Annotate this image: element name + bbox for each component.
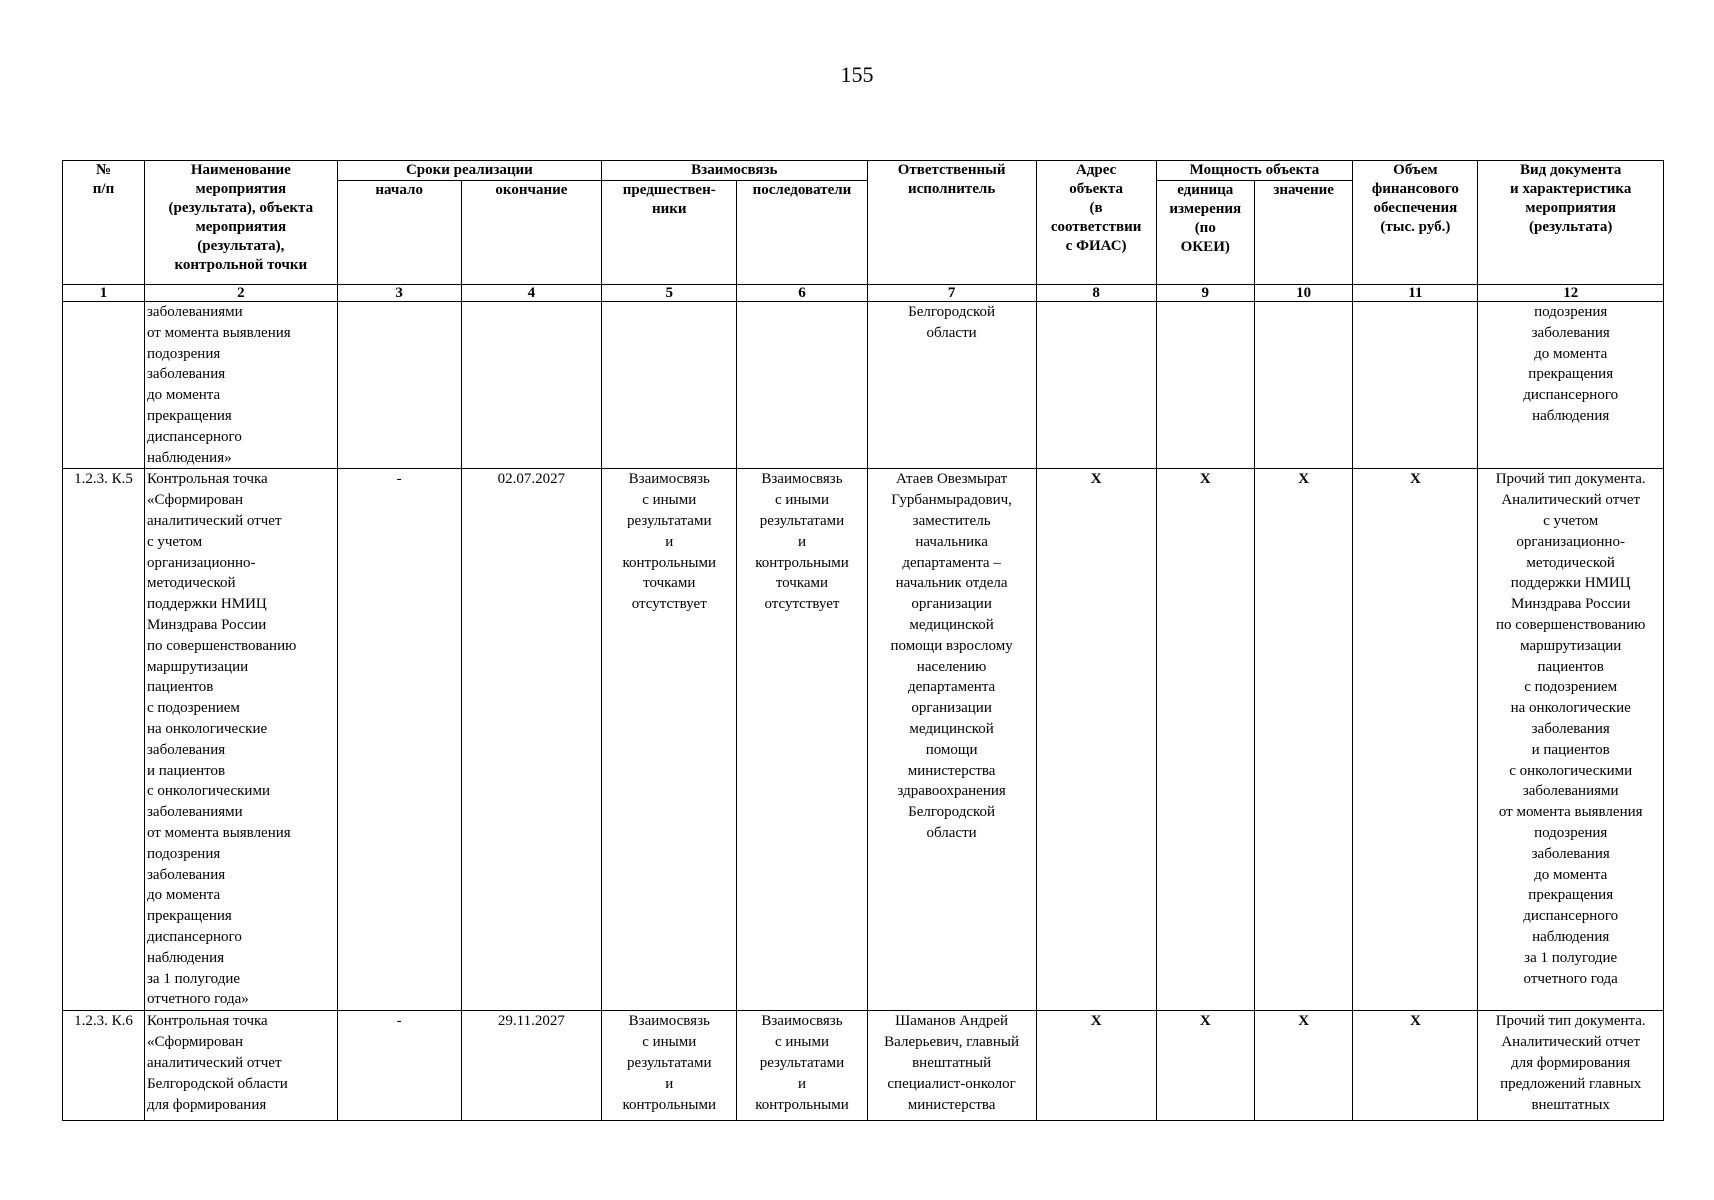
text-line: заболевания (146, 866, 226, 883)
column-number: 7 (867, 285, 1036, 302)
text-line: заместитель (912, 512, 991, 529)
text-line: департамента (907, 679, 996, 696)
text-line: с учетом (146, 533, 203, 550)
text-line: обеспечения (1373, 200, 1458, 216)
text-line: организации (911, 700, 992, 717)
text-line: подозрения (146, 345, 221, 362)
text-line: начальника (915, 533, 988, 550)
header-term-end: окончание (461, 181, 601, 285)
text-line: специалист-онколог (887, 1075, 1016, 1092)
column-number: 10 (1254, 285, 1352, 302)
text-line: пациентов (146, 679, 214, 696)
text-line: исполнитель (907, 181, 996, 197)
column-number: 1 (63, 285, 145, 302)
text-line: предложений главных (1500, 1075, 1642, 1092)
text-line: подозрения (146, 845, 221, 862)
activity-name (144, 1011, 337, 1121)
header-links-group: Взаимосвязь (602, 161, 867, 181)
header-terms-group: Сроки реализации (337, 161, 601, 181)
text-line: отчетного года (1523, 970, 1618, 987)
text-line: заболевания (1531, 845, 1610, 862)
text-line: до момента (146, 887, 221, 904)
start-date (337, 302, 461, 469)
text-line: заболеваниями (1522, 783, 1619, 800)
text-line: «Сформирован (146, 1034, 244, 1051)
activity-table (62, 160, 1664, 1121)
text-line: по совершенствованию (1496, 616, 1646, 633)
text-line: Минздрава России (146, 616, 267, 633)
text-line: организационно- (1516, 533, 1625, 550)
text-line: отчетного года» (146, 991, 249, 1008)
text-line: прекращения (146, 908, 232, 925)
text-line: и (797, 1075, 806, 1092)
text-line: до момента (1534, 866, 1608, 883)
header-document (1478, 161, 1664, 285)
text-line: медицинской (909, 616, 994, 633)
text-line: и пациентов (146, 762, 226, 779)
text-line: маршрутизации (146, 658, 249, 675)
predecessors (602, 302, 737, 469)
text-line: Атаев Овезмырат (895, 471, 1008, 488)
text-line: с онкологическими (1509, 762, 1633, 779)
text-line: результатами (759, 512, 845, 529)
text-line: подозрения (1534, 304, 1608, 320)
text-line: Адрес (1075, 162, 1117, 178)
text-line: заболевания (1531, 324, 1610, 341)
text-line: Объем (1393, 162, 1438, 178)
text-line: методической (1526, 554, 1615, 571)
text-line: Прочий тип документа. (1495, 1013, 1646, 1030)
text-line: помощи взрослому (890, 637, 1013, 654)
column-number: 5 (602, 285, 737, 302)
capacity-value (1254, 302, 1352, 469)
text-line: с подозрением (1524, 679, 1618, 696)
text-line: мероприятия (195, 219, 287, 235)
text-line: Прочий тип документа. (1495, 471, 1646, 488)
text-line: Контрольная точка (146, 471, 268, 488)
text-line: для формирования (1511, 1054, 1631, 1071)
text-line: за 1 полугодие (1524, 949, 1618, 966)
text-line: (результата), (197, 238, 285, 254)
table-row (63, 302, 1664, 469)
text-line: мероприятия (1525, 200, 1616, 216)
text-line: методической (146, 575, 236, 592)
text-line: точками (643, 575, 696, 592)
row-number (63, 302, 145, 469)
text-line: наблюдения (1532, 928, 1610, 945)
header-capacity-group: Мощность объекта (1156, 161, 1353, 181)
column-number: 12 (1478, 285, 1664, 302)
text-line: и (797, 533, 806, 550)
text-line: финансового (1371, 181, 1459, 197)
text-line: Наименование (190, 162, 291, 178)
text-line: на онкологические (1510, 700, 1631, 717)
text-line: от момента выявления (1498, 804, 1643, 821)
responsible-person (867, 1011, 1036, 1121)
text-line: объекта (1069, 181, 1123, 197)
text-line: результатами (627, 1054, 712, 1071)
text-line: с иными (774, 1034, 829, 1051)
text-line: Взаимосвязь (761, 1013, 843, 1030)
text-line: контрольными (622, 1096, 717, 1113)
column-number: 8 (1036, 285, 1156, 302)
text-line: до момента (146, 387, 221, 404)
activity-name (144, 469, 337, 1011)
page-number: 155 (840, 62, 874, 87)
column-number: 6 (737, 285, 867, 302)
text-line: контрольными (622, 554, 717, 571)
text-line: с подозрением (146, 700, 240, 717)
text-line: заболевания (146, 741, 226, 758)
text-line: заболевания (146, 366, 226, 383)
capacity-unit: Х (1156, 1011, 1254, 1121)
text-line: поддержки НМИЦ (1510, 575, 1631, 592)
text-line: Аналитический отчет (1501, 492, 1641, 509)
text-line: на онкологические (146, 720, 268, 737)
text-line: (результата) (1529, 219, 1613, 235)
text-line: соответствии (1050, 219, 1142, 235)
column-numbers-row (63, 285, 1664, 302)
text-line: области (926, 324, 977, 341)
header-address (1036, 161, 1156, 285)
text-line: медицинской (909, 720, 994, 737)
text-line: маршрутизации (1520, 637, 1622, 654)
row-number: 1.2.3. К.6 (63, 1011, 145, 1121)
text-line: за 1 полугодие (146, 970, 241, 987)
header-finance (1353, 161, 1478, 285)
column-number: 11 (1353, 285, 1478, 302)
header-activity-name (144, 161, 337, 285)
text-line: от момента выявления (146, 824, 291, 841)
text-line: (результата), объекта (168, 200, 314, 216)
text-line: и пациентов (1531, 741, 1610, 758)
text-line: № (95, 162, 112, 178)
text-line: результатами (759, 1054, 845, 1071)
table-row (63, 1011, 1664, 1121)
text-line: области (926, 824, 977, 841)
text-line: внештатных (1531, 1096, 1610, 1113)
text-line: точками (775, 575, 829, 592)
text-line: внештатный (912, 1054, 992, 1071)
text-line: заболеваниями (146, 304, 243, 320)
successors (737, 1011, 867, 1121)
text-line: Белгородской (908, 804, 996, 821)
end-date: 29.11.2027 (461, 1011, 601, 1121)
text-line: диспансерного (146, 428, 242, 445)
text-line: пациентов (1537, 658, 1604, 675)
text-line: (тыс. руб.) (1380, 219, 1451, 235)
object-address: Х (1036, 469, 1156, 1011)
text-line: диспансерного (1523, 387, 1619, 404)
text-line: с учетом (1543, 512, 1599, 529)
row-number: 1.2.3. К.5 (63, 469, 145, 1011)
predecessors (602, 469, 737, 1011)
text-line: (в (1089, 200, 1103, 216)
object-address (1036, 302, 1156, 469)
text-line: и характеристика (1510, 181, 1632, 197)
header-capacity-value: значение (1254, 181, 1352, 285)
text-line: наблюдения» (146, 449, 232, 466)
end-date: 02.07.2027 (461, 469, 601, 1011)
text-line: Валерьевич, главный (884, 1034, 1020, 1051)
column-number: 4 (461, 285, 601, 302)
text-line: предшествен- (622, 182, 716, 198)
text-line: ОКЕИ) (1180, 239, 1230, 255)
text-line: заболевания (1531, 720, 1610, 737)
text-line: заболеваниями (146, 804, 243, 821)
text-line: организации (911, 596, 992, 613)
text-line: до момента (1534, 345, 1608, 362)
text-line: Белгородской области (146, 1075, 288, 1092)
successors (737, 469, 867, 1011)
column-number: 2 (144, 285, 337, 302)
text-line: диспансерного (1523, 908, 1619, 925)
text-line: поддержки НМИЦ (146, 596, 267, 613)
table-header (63, 161, 1664, 285)
finance-volume: Х (1353, 1011, 1478, 1121)
text-line: и (665, 1075, 674, 1092)
text-line: измерения (1169, 201, 1242, 217)
text-line: Минздрава России (1511, 596, 1631, 613)
text-line: отсутствует (764, 596, 840, 613)
text-line: Взаимосвязь (628, 1013, 710, 1030)
finance-volume (1353, 302, 1478, 469)
text-line: единица (1177, 182, 1234, 198)
text-line: от момента выявления (146, 324, 291, 341)
text-line: Взаимосвязь (628, 471, 710, 488)
text-line: министерства (907, 762, 996, 779)
document-type (1478, 469, 1664, 1011)
text-line: населению (916, 658, 987, 675)
capacity-unit: Х (1156, 469, 1254, 1011)
text-line: Контрольная точка (146, 1013, 268, 1030)
text-line: с ФИАС) (1065, 238, 1127, 254)
end-date (461, 302, 601, 469)
text-line: «Сформирован (146, 492, 244, 509)
finance-volume: Х (1353, 469, 1478, 1011)
text-line: диспансерного (146, 928, 242, 945)
text-line: Ответственный (897, 162, 1006, 178)
text-line: для формирования (146, 1096, 267, 1113)
text-line: мероприятия (195, 181, 287, 197)
text-line: прекращения (146, 407, 232, 424)
text-line: по совершенствованию (146, 637, 297, 654)
predecessors (602, 1011, 737, 1121)
object-address: Х (1036, 1011, 1156, 1121)
column-number: 9 (1156, 285, 1254, 302)
text-line: Белгородской (908, 304, 996, 320)
text-line: помощи (925, 741, 978, 758)
text-line: ники (651, 201, 687, 217)
header-term-start: начало (337, 181, 461, 285)
text-line: с онкологическими (146, 783, 270, 800)
text-line: наблюдения (1532, 407, 1610, 424)
text-line: Гурбанмырадович, (891, 492, 1012, 509)
header-responsible (867, 161, 1036, 285)
capacity-value: Х (1254, 469, 1352, 1011)
text-line: здравоохранения (897, 783, 1006, 800)
text-line: с иными (642, 492, 697, 509)
text-line: Аналитический отчет (1501, 1034, 1641, 1051)
start-date: - (337, 1011, 461, 1121)
text-line: аналитический отчет (146, 1054, 282, 1071)
start-date: - (337, 469, 461, 1011)
text-line: отсутствует (631, 596, 707, 613)
text-line: Вид документа (1520, 162, 1622, 178)
text-line: с иными (774, 492, 829, 509)
capacity-unit (1156, 302, 1254, 469)
header-row-number (63, 161, 145, 285)
successors (737, 302, 867, 469)
text-line: контрольными (755, 1096, 849, 1113)
document-type (1478, 1011, 1664, 1121)
text-line: начальник отдела (895, 575, 1008, 592)
text-line: контрольными (755, 554, 849, 571)
header-capacity-unit (1156, 181, 1254, 285)
text-line: министерства (907, 1096, 996, 1113)
text-line: п/п (92, 181, 115, 197)
text-line: наблюдения (146, 949, 225, 966)
responsible-person (867, 302, 1036, 469)
header-links-successors: последователи (737, 181, 867, 285)
column-number: 3 (337, 285, 461, 302)
header-links-predecessors (602, 181, 737, 285)
capacity-value: Х (1254, 1011, 1352, 1121)
text-line: Взаимосвязь (761, 471, 843, 488)
text-line: прекращения (1528, 366, 1614, 383)
text-line: аналитический отчет (146, 512, 282, 529)
text-line: контрольной точки (174, 257, 308, 273)
text-line: (по (1194, 220, 1216, 236)
text-line: и (665, 533, 674, 550)
text-line: результатами (627, 512, 712, 529)
table-row (63, 469, 1664, 1011)
text-line: подозрения (1534, 824, 1608, 841)
text-line: с иными (642, 1034, 697, 1051)
responsible-person (867, 469, 1036, 1011)
document-type (1478, 302, 1664, 469)
text-line: организационно- (146, 554, 256, 571)
text-line: прекращения (1528, 887, 1614, 904)
text-line: Шаманов Андрей (895, 1013, 1009, 1030)
activity-name (144, 302, 337, 469)
text-line: департамента – (902, 554, 1001, 571)
